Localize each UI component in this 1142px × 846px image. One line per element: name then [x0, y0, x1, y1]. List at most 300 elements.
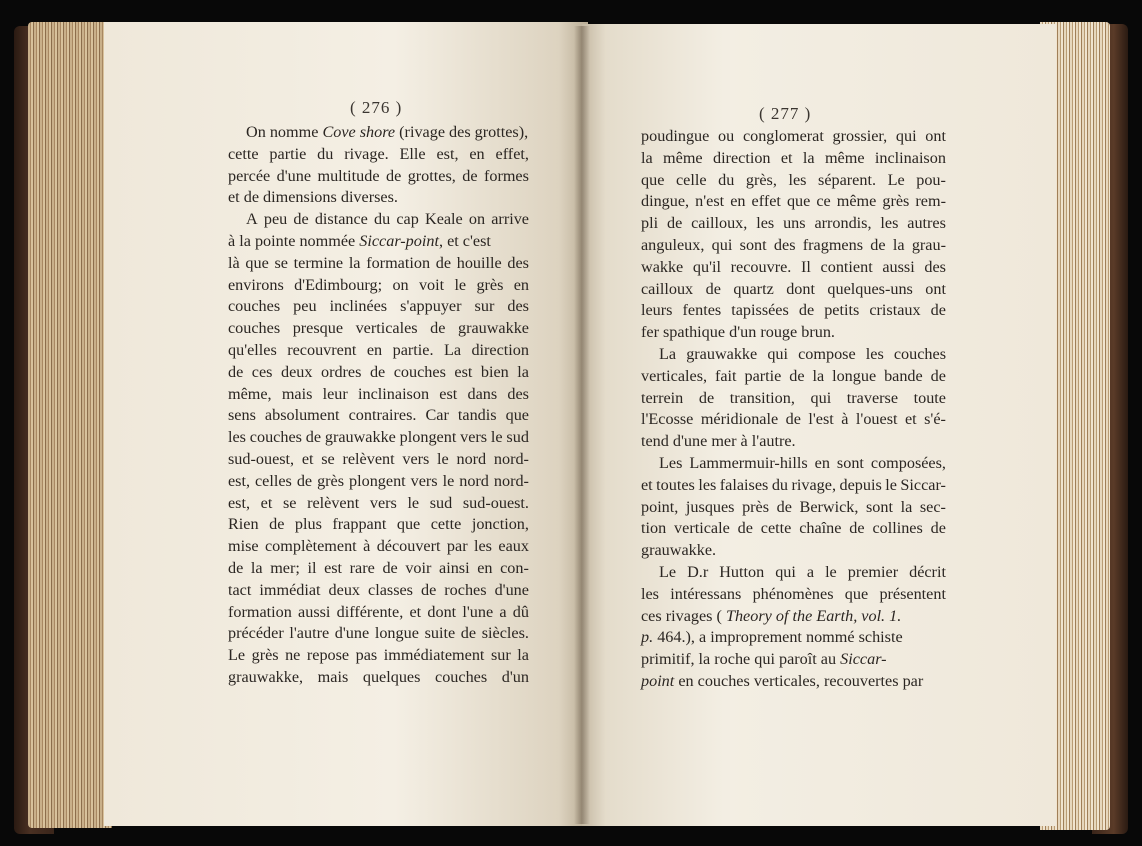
word: Car — [425, 406, 449, 425]
word: est, — [228, 471, 251, 490]
word: cette — [228, 144, 259, 163]
word: d'Edimbourg; — [294, 275, 383, 294]
word: découvert — [376, 537, 441, 556]
word: en — [513, 275, 529, 294]
word: il — [307, 558, 317, 577]
word: en — [730, 192, 746, 211]
word: grossier, — [832, 127, 888, 145]
word: là — [228, 253, 240, 272]
word: complètement — [264, 537, 357, 556]
word: traverse — [846, 388, 899, 407]
word: des — [507, 297, 529, 316]
word: en — [477, 558, 493, 577]
line-content — [246, 122, 528, 144]
text-line — [228, 231, 529, 253]
text-line — [641, 497, 946, 519]
word: partie — [744, 366, 782, 385]
word: différente, — [336, 602, 404, 621]
word: Keale — [425, 210, 463, 229]
line-text: ces rivages ( — [641, 606, 726, 625]
word: grauwakke — [457, 319, 529, 338]
word: et — [780, 148, 793, 167]
word: sont — [836, 453, 864, 472]
word: de — [798, 301, 815, 320]
word: des — [924, 257, 946, 276]
line-text: grauwakke. — [641, 541, 717, 560]
line-italic-text: Siccar-point — [359, 231, 439, 250]
word: quelques-uns — [827, 279, 913, 298]
word: le — [454, 275, 467, 294]
word: Le — [228, 646, 246, 665]
word: de — [460, 624, 477, 643]
word: immédiat — [259, 580, 321, 599]
text-line — [228, 275, 529, 297]
word: que — [245, 253, 269, 272]
word: et — [641, 475, 653, 494]
word: celles — [255, 471, 292, 490]
word: arrondis, — [814, 214, 872, 233]
word: immédiatement — [383, 646, 485, 665]
line-content — [641, 322, 835, 344]
line-rest-text: (rivage des grottes), — [395, 123, 529, 141]
word: A — [246, 210, 258, 229]
word: nord — [456, 449, 487, 468]
word: cailloux — [641, 279, 694, 298]
text-line — [641, 126, 946, 148]
word: rare — [349, 558, 375, 577]
word: de — [776, 497, 792, 516]
word: est — [324, 558, 343, 577]
word: des — [773, 235, 796, 254]
word: couches — [393, 362, 446, 381]
word: de — [705, 279, 721, 298]
word: partie — [269, 144, 307, 163]
word: qu'elles — [228, 340, 277, 359]
word: Berwick, — [799, 497, 859, 516]
word: cette — [430, 515, 462, 534]
word: repose — [306, 646, 350, 665]
word: ne — [285, 646, 301, 665]
word: même, — [228, 384, 272, 403]
word: se — [282, 493, 297, 512]
word: uns — [783, 214, 806, 233]
line-text: tend d'une mer à l'autre. — [641, 432, 796, 451]
word: de — [930, 301, 946, 320]
word: Elle — [399, 144, 426, 163]
word: grès, — [745, 170, 777, 189]
word: rivage. — [344, 144, 389, 163]
word: du — [374, 210, 391, 229]
word: bien — [480, 362, 509, 381]
word: Il — [801, 257, 811, 276]
word: ou — [718, 127, 735, 145]
word: qui — [775, 562, 796, 581]
word: plongent — [399, 428, 457, 447]
word: dans — [467, 384, 498, 403]
word: sur — [490, 646, 511, 665]
word: direction — [471, 340, 529, 359]
word: inclinaison — [358, 384, 430, 403]
word: premier — [847, 562, 899, 581]
word: le — [437, 449, 449, 468]
word: méridionale — [700, 410, 779, 429]
text-line — [641, 562, 946, 584]
word: celle — [675, 170, 707, 189]
word: est, — [228, 493, 251, 512]
word: tandis — [457, 406, 497, 425]
word: couches — [228, 297, 281, 316]
word: mise — [228, 537, 259, 556]
word: quelques — [362, 667, 421, 686]
word: vers — [369, 493, 397, 512]
text-line — [228, 427, 529, 449]
word: que — [396, 515, 421, 534]
word: de — [421, 580, 437, 599]
word: les — [641, 584, 659, 603]
word: de — [666, 214, 683, 233]
word: Rien — [228, 515, 259, 534]
word: qui — [767, 344, 788, 363]
text-line — [641, 475, 946, 497]
word: les — [474, 537, 492, 556]
word: la — [892, 235, 905, 254]
word: sud — [429, 493, 453, 512]
word: de — [930, 519, 946, 538]
word: la — [900, 497, 913, 516]
word: la — [802, 148, 815, 167]
word: verticale — [674, 519, 730, 538]
text-line — [641, 366, 946, 388]
word: l'ouest — [855, 410, 898, 429]
word: l'est — [808, 410, 834, 429]
word: verticales — [355, 319, 418, 338]
word: de — [435, 253, 452, 272]
word: recouvrent — [287, 340, 357, 359]
text-line — [228, 623, 529, 645]
word: de — [293, 210, 309, 229]
word: de — [382, 558, 398, 577]
word: même — [824, 148, 865, 167]
word: de — [369, 362, 386, 381]
line-content — [641, 649, 887, 671]
word: de — [849, 519, 865, 538]
word: de — [789, 366, 805, 385]
text-line — [228, 384, 529, 406]
text-line — [641, 606, 946, 628]
line-text: On nomme — [246, 123, 323, 141]
word: sud-ouest. — [462, 493, 529, 512]
text-line — [641, 431, 946, 453]
text-line — [641, 649, 946, 671]
word: pli — [641, 214, 659, 233]
word: décrit — [909, 562, 946, 581]
word: est — [439, 384, 458, 403]
word: peu — [293, 297, 317, 316]
word: se — [274, 253, 288, 272]
word: nord — [459, 471, 489, 490]
text-line — [228, 166, 529, 188]
word: sont — [866, 497, 893, 516]
word: classes — [368, 580, 413, 599]
word: dû — [512, 602, 529, 621]
word: l'Ecosse — [641, 410, 694, 429]
word: n'est — [695, 192, 725, 211]
word: bande — [884, 366, 923, 385]
word: effet — [751, 192, 781, 211]
word: verticales, — [641, 366, 708, 385]
word: sont — [739, 235, 767, 254]
text-line — [228, 493, 529, 515]
word: suite — [424, 624, 456, 643]
word: du — [718, 170, 735, 189]
word: voit — [418, 275, 445, 294]
word: D.r — [687, 562, 709, 581]
word: même — [663, 148, 703, 167]
word: et — [409, 602, 422, 621]
word: du — [771, 475, 789, 494]
word: sec- — [919, 497, 946, 516]
line-rest-text: en couches verticales, recouvertes par — [674, 671, 924, 690]
text-line — [228, 296, 529, 318]
text-line — [641, 279, 946, 301]
word: pou- — [916, 170, 946, 189]
word: Hutton — [719, 562, 765, 581]
word: en — [814, 453, 830, 472]
word: on — [468, 210, 486, 229]
word: fait — [714, 366, 737, 385]
word: formation — [366, 253, 431, 272]
word: par — [446, 537, 468, 556]
text-line — [228, 667, 529, 689]
word: la — [250, 558, 263, 577]
word: séparent. — [818, 170, 876, 189]
word: tact — [228, 580, 252, 599]
word: multitude — [317, 166, 380, 185]
word: d'une — [276, 166, 312, 185]
word: voir — [405, 558, 432, 577]
word: de — [305, 428, 322, 447]
right-page-text — [641, 126, 946, 693]
text-line — [228, 209, 529, 231]
word: fragmens — [802, 235, 864, 254]
text-line — [228, 536, 529, 558]
word: vers — [460, 428, 488, 447]
word: couches — [893, 344, 946, 363]
word: plongent — [349, 471, 406, 490]
word: Lammermuir-hills — [689, 453, 808, 472]
word: rem- — [915, 192, 946, 211]
word: grès — [882, 192, 910, 211]
line-content — [228, 187, 398, 209]
word: que — [505, 406, 529, 425]
word: les — [698, 475, 717, 494]
text-line — [641, 584, 946, 606]
word: con- — [500, 558, 529, 577]
word: grauwakke — [324, 428, 396, 447]
text-line — [641, 257, 946, 279]
word: La — [659, 344, 677, 363]
line-content — [641, 540, 716, 562]
word: de — [737, 519, 753, 538]
word: terrein — [641, 388, 684, 407]
word: siècles. — [481, 624, 529, 643]
line-content — [641, 627, 903, 649]
text-line — [228, 253, 529, 275]
word: et — [301, 449, 314, 468]
word: fentes — [682, 301, 722, 320]
text-line — [228, 558, 529, 580]
text-line — [641, 148, 946, 170]
word: formes — [483, 166, 529, 185]
word: phénomènes — [752, 584, 834, 603]
text-line — [228, 340, 529, 362]
word: même — [836, 192, 877, 211]
word: de — [785, 410, 801, 429]
word: deux — [328, 580, 361, 599]
text-line — [228, 144, 529, 166]
word: environs — [228, 275, 284, 294]
word: grès — [251, 646, 279, 665]
word: petits — [824, 301, 860, 320]
word: eaux — [498, 537, 529, 556]
word: relèvent — [307, 493, 360, 512]
word: anguleux, — [641, 235, 705, 254]
word: les — [880, 214, 899, 233]
left-page-number: ( 276 ) — [350, 98, 403, 117]
word: ordres — [320, 362, 362, 381]
line-content — [641, 431, 796, 453]
word: Le — [887, 170, 905, 189]
word: qui — [810, 388, 832, 407]
word: en — [366, 340, 383, 359]
word: intéressans — [670, 584, 742, 603]
word: longue — [832, 366, 877, 385]
line-italic-text: Cove shore — [322, 123, 396, 141]
word: partie. — [392, 340, 434, 359]
word: sud-ouest, — [228, 449, 295, 468]
word: contient — [820, 257, 873, 276]
word: à — [363, 537, 371, 556]
word: de — [296, 471, 313, 490]
word: cap — [396, 210, 419, 229]
word: ainsi — [439, 558, 470, 577]
text-line — [641, 170, 946, 192]
word: la — [812, 366, 825, 385]
line-italic-text: point — [641, 671, 675, 690]
word: se — [321, 449, 335, 468]
word: les — [865, 344, 884, 363]
text-line — [228, 471, 529, 493]
text-line — [228, 449, 529, 471]
word: de — [385, 166, 402, 185]
text-line — [228, 602, 529, 624]
word: le — [490, 428, 503, 447]
text-line — [641, 213, 946, 235]
word: est, — [436, 144, 459, 163]
text-line — [228, 580, 529, 602]
word: mais — [281, 384, 313, 403]
word: et — [904, 410, 917, 429]
word: à — [841, 410, 849, 429]
word: les — [756, 214, 775, 233]
word: de — [930, 366, 946, 385]
word: grauwakke — [686, 344, 758, 363]
text-line — [641, 518, 946, 540]
word: presque — [292, 319, 344, 338]
word: nord- — [493, 471, 529, 490]
text-line — [228, 122, 529, 144]
word: qu'il — [692, 257, 722, 276]
word: La — [443, 340, 462, 359]
word: aussi — [298, 602, 331, 621]
line-content — [641, 606, 901, 628]
right-page-number: ( 277 ) — [759, 104, 812, 123]
word: couches — [435, 667, 488, 686]
word: de — [228, 558, 244, 577]
word: des — [507, 253, 529, 272]
word: de — [698, 388, 715, 407]
word: quartz — [733, 279, 774, 298]
text-line — [641, 322, 946, 344]
word: que — [844, 584, 869, 603]
word: Le — [659, 562, 677, 581]
text-line — [228, 187, 529, 209]
word: rivage, — [791, 475, 836, 494]
text-line — [641, 627, 946, 649]
word: poudingue — [641, 127, 710, 145]
word: de — [462, 166, 478, 185]
word: direction — [712, 148, 771, 167]
word: qui — [895, 127, 917, 145]
word: composées, — [870, 453, 946, 472]
word: la — [517, 646, 529, 665]
word: pas — [355, 646, 378, 665]
word: grauwakke, — [228, 667, 304, 686]
word: relèvent — [342, 449, 395, 468]
book-gutter — [574, 26, 590, 824]
word: longue — [374, 624, 419, 643]
line-text: fer spathique d'un rouge brun. — [641, 323, 835, 342]
word: a — [499, 602, 507, 621]
line-italic-text: Theory of the Earth, vol. 1. — [725, 606, 902, 625]
word: Les — [659, 453, 683, 472]
word: le — [885, 475, 897, 494]
word: les — [788, 170, 807, 189]
word: dont — [427, 602, 457, 621]
word: que — [641, 170, 665, 189]
word: sur — [474, 297, 495, 316]
text-line — [228, 318, 529, 340]
word: grottes, — [407, 166, 456, 185]
word: mais — [317, 667, 349, 686]
line-content — [641, 671, 923, 693]
word: l'autre — [289, 624, 330, 643]
word: grau- — [911, 235, 946, 254]
word: absolument — [264, 406, 340, 425]
word: ce — [816, 192, 831, 211]
text-line — [641, 191, 946, 213]
word: des — [507, 384, 529, 403]
word: vers — [402, 449, 430, 468]
word: jonction, — [471, 515, 529, 534]
text-line — [641, 235, 946, 257]
word: les — [228, 428, 246, 447]
word: falaises — [719, 475, 769, 494]
word: on — [392, 275, 409, 294]
text-line — [228, 645, 529, 667]
word: d'une — [334, 624, 370, 643]
word: dont — [786, 279, 815, 298]
